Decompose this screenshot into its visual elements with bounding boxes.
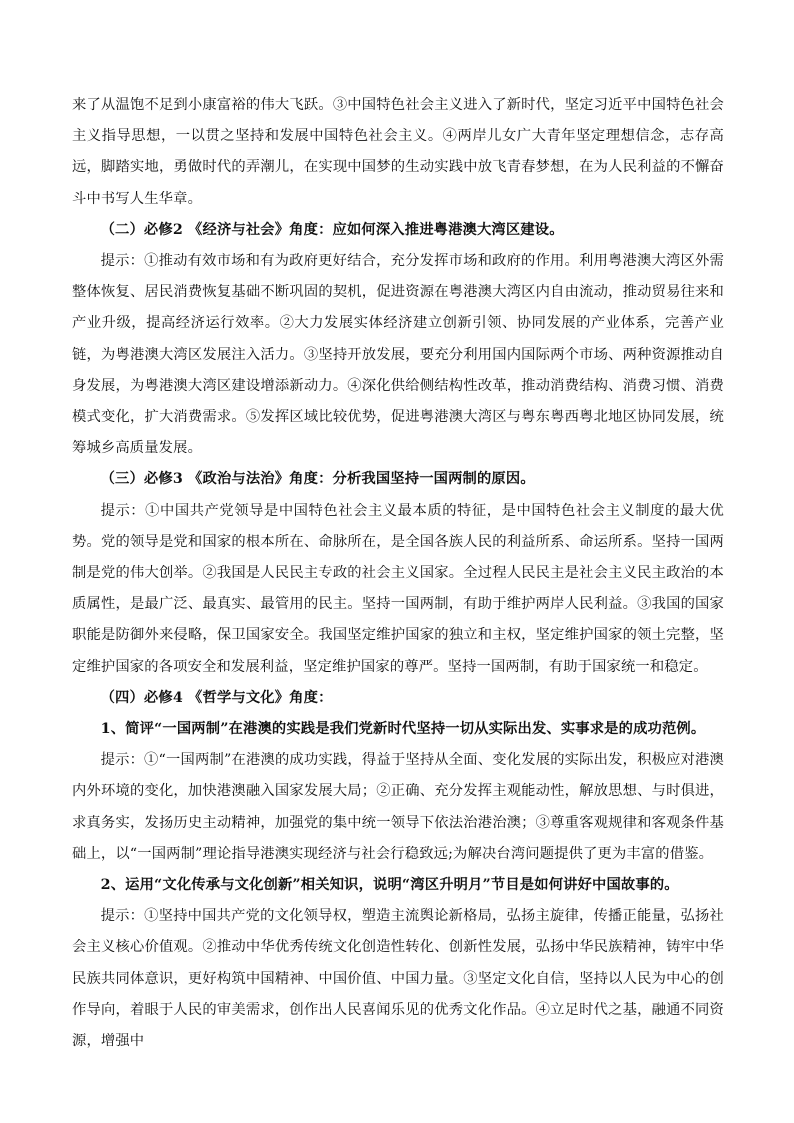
hint-paragraph-economy: 提示：①推动有效市场和有为政府更好结合，充分发挥市场和政府的作用。利用粤港澳大湾区外需整体恢复、居民消费恢复基础不断巩固的契机，促进资源在粤港澳大湾区内自由流动，推动贸易往来和产业升级，提高经济运行效率。②大力发展实体经济建立创新引领、协同发展的产业体系，完善产业链，为粤港澳大湾区发展注入活力。③坚持开放发展，要充分利用国内国际两个市场、两种资源推动自身发展，为粤港澳大湾区建设增添新动力。④深化供给侧结构性改革，推动消费结构、消费习惯、消费模式变化，扩大消费需求。⑤发挥区域比较优势，促进粤港澳大湾区与粤东粤西粤北地区协同发展，统筹城乡高质量发展。 bbox=[72, 253, 724, 457]
hint-paragraph-question-1: 提示：①“一国两制”在港澳的成功实践，得益于坚持从全面、变化发展的实际出发，积极应对港澳内外环境的变化，加快港澳融入国家发展大局；②正确、充分发挥主观能动性，解放思想、与时俱进，求真务实，发扬历史主动精神，加强党的集中统一领导下依法治港治澳；③尊重客观规律和客观条件基础上，以“一国两制”理论指导港澳实现经济与社会行稳致远;为解决台湾问题提供了更为丰富的借鉴。 bbox=[72, 752, 724, 862]
document-body bbox=[72, 90, 724, 1057]
section-heading-politics: （三）必修3 《政治与法治》角度：分析我国坚持一国两制的原因。 bbox=[100, 471, 535, 488]
section-heading-economy: （二）必修2 《经济与社会》角度：应如何深入推进粤港澳大湾区建设。 bbox=[100, 221, 564, 238]
question-heading-2: 2、运用“文化传承与文化创新”相关知识，说明“湾区升明月”节目是如何讲好中国故事的。 bbox=[100, 877, 679, 894]
hint-paragraph-politics: 提示：①中国共产党领导是中国特色社会主义最本质的特征，是中国特色社会主义制度的最大优势。党的领导是党和国家的根本所在、命脉所在，是全国各族人民的利益所系、命运所系。坚持一国两制是党的伟大创举。②我国是人民民主专政的社会主义国家。全过程人民民主是社会主义民主政治的本质属性，是最广泛、最真实、最管用的民主。坚持一国两制，有助于维护两岸人民利益。③我国的国家职能是防御外来侵略，保卫国家安全。我国坚定维护国家的独立和主权，坚定维护国家的领土完整，坚定维护国家的各项安全和发展利益，坚定维护国家的尊严。坚持一国两制，有助于国家统一和稳定。 bbox=[72, 502, 724, 675]
paragraph-continuation: 来了从温饱不足到小康富裕的伟大飞跃。③中国特色社会主义进入了新时代，坚定习近平中国特色社会主义指导思想，一以贯之坚持和发展中国特色社会主义。④两岸儿女广大青年坚定理想信念，志存高远，脚踏实地，勇做时代的弄潮儿，在实现中国梦的生动实践中放飞青春梦想，在为人民利益的不懈奋斗中书写人生华章。 bbox=[72, 97, 724, 207]
hint-paragraph-question-2: 提示：①坚持中国共产党的文化领导权，塑造主流舆论新格局，弘扬主旋律，传播正能量，弘扬社会主义核心价值观。②推动中华优秀传统文化创造性转化、创新性发展，弘扬中华民族精神，铸牢中华民族共同体意识，更好构筑中国精神、中国价值、中国力量。③坚定文化自信，坚持以人民为中心的创作导向，着眼于人民的审美需求，创作出人民喜闻乐见的优秀文化作品。④立足时代之基，融通不同资源，增强中 bbox=[72, 908, 724, 1050]
section-heading-philosophy: （四）必修4 《哲学与文化》角度： bbox=[100, 689, 333, 706]
question-heading-1: 1、简评“一国两制”在港澳的实践是我们党新时代坚持一切从实际出发、实事求是的成功范例。 bbox=[100, 721, 706, 738]
